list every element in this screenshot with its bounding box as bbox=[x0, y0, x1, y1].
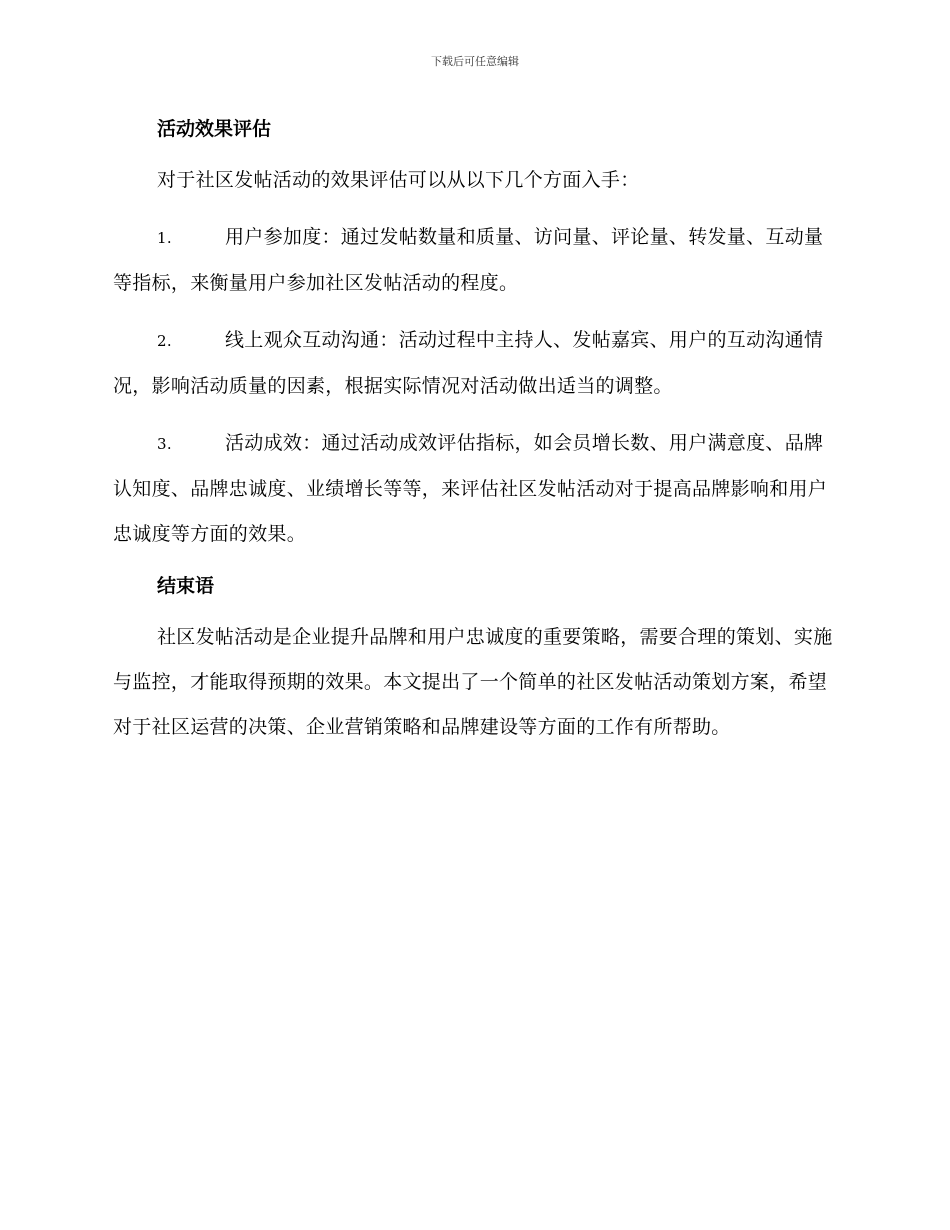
list-item-number: 3. bbox=[157, 435, 172, 453]
page-header: 下载后可任意编辑 bbox=[431, 55, 519, 68]
evaluation-intro-paragraph: 对于社区发帖活动的效果评估可以从以下几个方面入手： bbox=[157, 169, 640, 191]
list-item-number: 1. bbox=[157, 229, 172, 247]
list-item bbox=[113, 318, 837, 409]
section-heading-evaluation: 活动效果评估 bbox=[157, 118, 272, 140]
list-item bbox=[113, 421, 837, 557]
list-item-text: 活动成效：通过活动成效评估指标，如会员增长数、用户满意度、品牌认知度、品牌忠诚度、业绩增长等等，来评估社区发帖活动对于提高品牌影响和用户忠诚度等方面的效果。 bbox=[113, 432, 828, 545]
list-item-number: 2. bbox=[157, 332, 172, 350]
document-body bbox=[113, 112, 837, 762]
conclusion-paragraph: 社区发帖活动是企业提升品牌和用户忠诚度的重要策略，需要合理的策划、实施与监控，才能取得预期的效果。本文提出了一个简单的社区发帖活动策划方案，希望对于社区运营的决策、企业营销策略和品牌建设等方面的工作有所帮助。 bbox=[113, 626, 833, 738]
list-item bbox=[113, 215, 837, 306]
list-item-text: 线上观众互动沟通：活动过程中主持人、发帖嘉宾、用户的互动沟通情况，影响活动质量的因素，根据实际情况对活动做出适当的调整。 bbox=[113, 329, 824, 397]
section-heading-conclusion: 结束语 bbox=[157, 575, 215, 597]
list-item-text: 用户参加度：通过发帖数量和质量、访问量、评论量、转发量、互动量等指标，来衡量用户参加社区发帖活动的程度。 bbox=[113, 226, 824, 294]
